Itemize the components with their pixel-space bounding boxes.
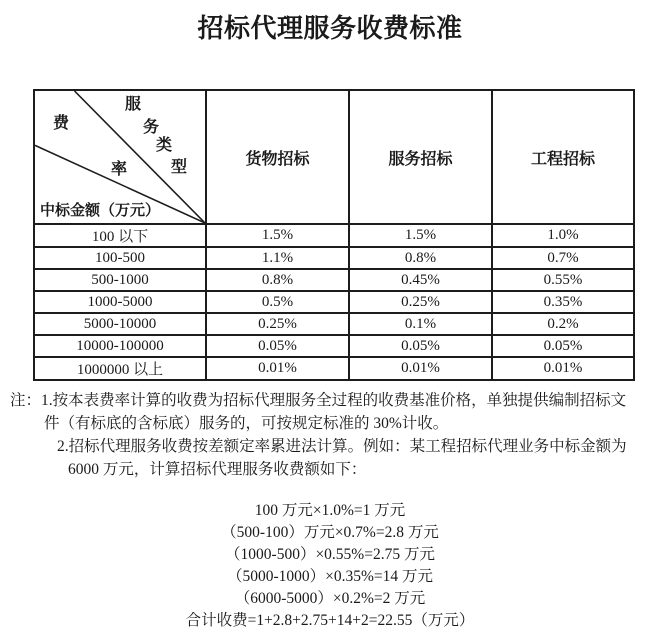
fee-rate-table	[33, 89, 635, 381]
column-header-goods-bidding: 货物招标	[206, 90, 349, 224]
amount-range-cell: 5000-10000	[34, 313, 206, 335]
table-row	[34, 269, 634, 291]
rate-cell: 0.35%	[492, 291, 634, 313]
rate-cell: 1.5%	[349, 224, 492, 247]
note-line: 注：1.按本表费率计算的收费为招标代理服务全过程的收费基准价格，单独提供编制招标文	[10, 392, 627, 409]
table-header-row	[34, 90, 634, 224]
rate-cell: 0.5%	[206, 291, 349, 313]
corner-label-service-type-char: 类	[156, 137, 173, 154]
rate-cell: 0.05%	[492, 335, 634, 357]
table-row	[34, 247, 634, 269]
table-row	[34, 357, 634, 380]
rate-cell: 0.01%	[492, 357, 634, 380]
rate-cell: 0.7%	[492, 247, 634, 269]
corner-label-service-type-char: 务	[143, 119, 160, 136]
amount-range-cell: 1000000 以上	[34, 357, 206, 380]
rate-cell: 0.05%	[349, 335, 492, 357]
calc-line: 100 万元×1.0%=1 万元	[254, 502, 406, 519]
table-row	[34, 291, 634, 313]
rate-cell: 0.01%	[349, 357, 492, 380]
amount-range-cell: 100-500	[34, 247, 206, 269]
table-row	[34, 335, 634, 357]
calc-line: （500-100）万元×0.7%=2.8 万元	[221, 524, 439, 541]
rate-cell: 0.25%	[349, 291, 492, 313]
rate-cell: 1.5%	[206, 224, 349, 247]
calc-line: （6000-5000）×0.2%=2 万元	[234, 590, 426, 607]
rate-cell: 0.8%	[349, 247, 492, 269]
calc-line: 合计收费=1+2.8+2.75+14+2=22.55（万元）	[185, 612, 475, 629]
table-corner-cell	[34, 90, 206, 224]
corner-label-fee-rate-char: 率	[111, 161, 128, 178]
footnotes	[0, 389, 660, 481]
corner-label-service-type-char: 型	[171, 159, 188, 176]
amount-range-cell: 10000-100000	[34, 335, 206, 357]
rate-cell: 0.45%	[349, 269, 492, 291]
amount-range-cell: 100 以下	[34, 224, 206, 247]
rate-cell: 0.25%	[206, 313, 349, 335]
rate-cell: 0.55%	[492, 269, 634, 291]
column-header-service-bidding: 服务招标	[349, 90, 492, 224]
note-line: 6000 万元，计算招标代理服务收费额如下：	[68, 461, 367, 478]
note-line: 件（有标底的含标底）服务的，可按规定标准的 30%计收。	[44, 415, 449, 432]
calc-line: （5000-1000）×0.35%=14 万元	[226, 568, 434, 585]
example-calculation-block	[0, 500, 660, 632]
rate-cell: 1.0%	[492, 224, 634, 247]
note-line: 2.招标代理服务收费按差额定率累进法计算。例如：某工程招标代理业务中标金额为	[57, 438, 627, 455]
rate-cell: 0.2%	[492, 313, 634, 335]
column-header-engineering-bidding: 工程招标	[492, 90, 634, 224]
rate-cell: 0.1%	[349, 313, 492, 335]
amount-range-cell: 1000-5000	[34, 291, 206, 313]
rate-cell: 0.05%	[206, 335, 349, 357]
rate-cell: 1.1%	[206, 247, 349, 269]
amount-range-cell: 500-1000	[34, 269, 206, 291]
corner-label-bid-amount: 中标金额（万元）	[40, 203, 161, 219]
table-row	[34, 313, 634, 335]
calc-line: （1000-500）×0.55%=2.75 万元	[225, 546, 435, 563]
rate-cell: 0.8%	[206, 269, 349, 291]
page-title: 招标代理服务收费标准	[197, 14, 463, 43]
corner-label-fee-rate-char: 费	[53, 115, 70, 132]
table-row	[34, 224, 634, 247]
rate-cell: 0.01%	[206, 357, 349, 380]
corner-label-service-type-char: 服	[125, 96, 142, 113]
